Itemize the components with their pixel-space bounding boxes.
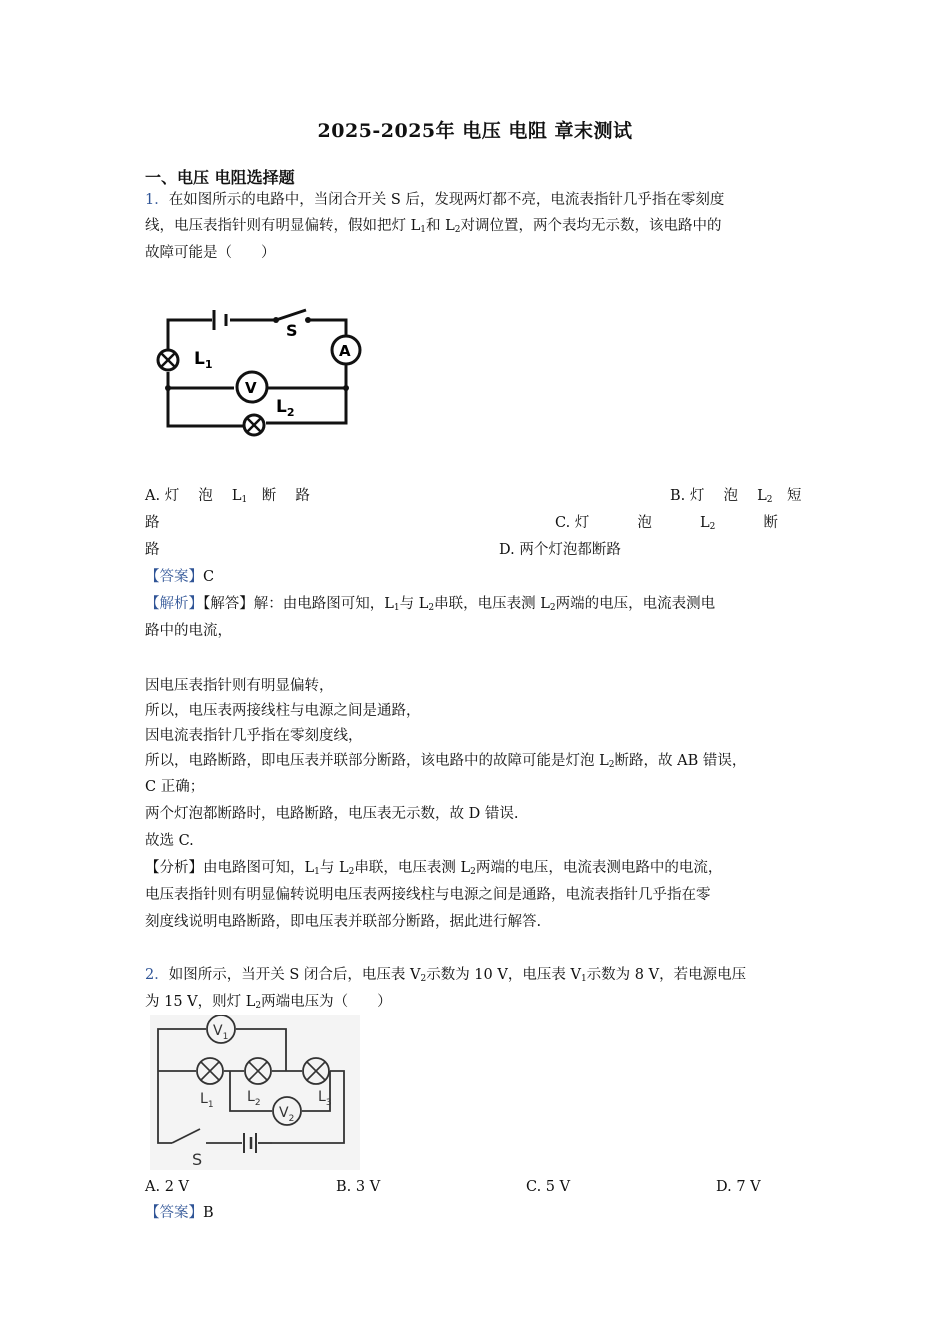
answer-value: B	[203, 1205, 214, 1221]
q1-option-c[interactable]	[555, 513, 778, 537]
lamp-l1-symbol-2	[197, 1058, 223, 1084]
subscript: 2	[420, 974, 427, 984]
switch-label: S	[286, 321, 298, 340]
subscript: 2	[549, 603, 556, 613]
q1-fenxi-line-1	[145, 858, 722, 882]
q1-fenxi-line-3: 刻度线说明电路断路，即电压表并联部分断路，据此进行解答.	[145, 914, 542, 930]
q2-text: 如图所示，当开关 S 闭合后，电压表 V	[168, 967, 421, 983]
circuit-diagram-2	[150, 1015, 360, 1170]
q2-answer	[145, 1203, 214, 1223]
q1-option-b-wrap: 路	[145, 515, 160, 531]
answer-tag: 【答案】	[145, 1205, 203, 1221]
q1-option-d[interactable]: D. 两个灯泡都断路	[499, 542, 621, 558]
q1-answer	[145, 567, 214, 587]
subscript: 2	[255, 1001, 262, 1011]
subscript: 1	[241, 495, 248, 505]
section-heading: 一、电压 电阻选择题	[145, 168, 295, 187]
subscript: 2	[470, 867, 476, 877]
page-title: 2025-2025年 电压 电阻 章末测试	[317, 120, 633, 142]
analysis-text: 所以，电路断路，即电压表并联部分断路，该电路中的故障可能是灯泡 L	[145, 753, 609, 769]
answer-value: C	[203, 569, 215, 585]
q1-analysis-line-9: 故选 C.	[145, 833, 194, 849]
q1-line-3: 故障可能是（ ）	[145, 245, 276, 261]
q1-option-a[interactable]	[145, 486, 310, 510]
v2-label: $V_2$	[279, 1105, 295, 1124]
q2-option-d[interactable]: D. 7 V	[716, 1179, 761, 1195]
q1-analysis-line-5: 因电流表指针几乎指在零刻度线，	[145, 728, 363, 744]
option-text: 短	[772, 488, 802, 504]
option-text: C. 灯 泡 L	[555, 515, 710, 531]
q1-analysis-line-2: 路中的电流，	[145, 623, 232, 639]
subscript: 2	[428, 603, 435, 613]
circuit-diagram-1	[148, 298, 378, 443]
subscript: 1	[393, 603, 400, 613]
lamp-l1-label-2: $L_1$	[200, 1091, 214, 1110]
q1-line-2	[145, 216, 721, 240]
option-text: 断 路	[247, 488, 310, 504]
analysis-text: 串联，电压表测 L	[434, 596, 550, 612]
subscript: 2	[766, 495, 773, 505]
analysis-text: 两端的电压，电流表测电	[555, 596, 716, 612]
q1-fenxi-line-2: 电压表指针则有明显偏转说明电压表两接线柱与电源之间是通路，电流表指针几乎指在零	[145, 887, 711, 903]
q1-option-c-wrap: 路	[145, 542, 160, 558]
subscript: 1	[580, 974, 587, 984]
q1-analysis-line-7: C 正确；	[145, 779, 205, 795]
q1-analysis-line-6	[145, 751, 746, 775]
q2-text: 两端电压为（ ）	[261, 994, 392, 1010]
fenxi-text: 两端的电压，电流表测电路中的电流，	[475, 860, 723, 876]
lamp-l1-label: $L_1$	[194, 349, 213, 371]
lamp-l2-symbol	[244, 415, 264, 435]
lamp-l3-symbol-2	[303, 1058, 329, 1084]
voltmeter-label: V	[245, 379, 257, 397]
subscript: 1	[420, 225, 426, 235]
q1-text: 和 L	[425, 218, 455, 234]
analysis-text: 【解答】解：由电路图可知，L	[203, 596, 394, 612]
analysis-tag: 【解析】	[145, 596, 203, 612]
lamp-l3-label-2: $L_3$	[318, 1089, 332, 1108]
q2-line-2	[145, 992, 392, 1016]
analysis-text: 与 L	[399, 596, 429, 612]
q1-text: 线，电压表指针则有明显偏转，假如把灯 L	[145, 218, 421, 234]
q2-text: 示数为 8 V，若电源电压	[586, 967, 747, 983]
analysis-text: 断路，故 AB 错误，	[614, 753, 747, 769]
lamp-l2-symbol-2	[245, 1058, 271, 1084]
q1-option-b[interactable]	[670, 486, 801, 510]
q1-text: 在如图所示的电路中，当闭合开关 S 后，发现两灯都不亮，电流表指针几乎指在零刻度	[168, 192, 725, 208]
option-text: A. 灯 泡 L	[145, 488, 242, 504]
battery-symbol	[214, 310, 226, 330]
ammeter-label: A	[339, 342, 351, 360]
q2-line-1	[145, 965, 746, 989]
q1-text: 对调位置，两个表均无示数，该电路中的	[460, 218, 722, 234]
q1-analysis-line-1	[145, 594, 715, 618]
subscript: 1	[314, 867, 320, 877]
switch-blade	[276, 310, 306, 320]
answer-tag: 【答案】	[145, 569, 203, 585]
fenxi-text: 【分析】由电路图可知，L	[145, 860, 315, 876]
q2-option-a[interactable]: A. 2 V	[145, 1179, 189, 1195]
q1-analysis-line-8: 两个灯泡都断路时，电路断路，电压表无示数，故 D 错误.	[145, 806, 519, 822]
lamp-l1-symbol	[158, 350, 178, 370]
v1-label: $V_1$	[213, 1023, 229, 1042]
lamp-l2-label-2: $L_2$	[247, 1089, 261, 1108]
q1-number: 1．	[145, 192, 169, 208]
option-text: B. 灯 泡 L	[670, 488, 767, 504]
q1-analysis-line-4: 所以，电压表两接线柱与电源之间是通路，	[145, 703, 421, 719]
lamp-l2-label: $L_2$	[276, 397, 295, 419]
subscript: 2	[709, 522, 716, 532]
subscript: 2	[608, 760, 615, 770]
switch-label-2: S	[192, 1150, 203, 1169]
q1-line-1	[145, 190, 724, 210]
q2-text: 为 15 V，则灯 L	[145, 994, 256, 1010]
subscript: 2	[454, 225, 461, 235]
q2-text: 示数为 10 V，电压表 V	[426, 967, 581, 983]
fenxi-text: 串联，电压表测 L	[354, 860, 471, 876]
q2-option-b[interactable]: B. 3 V	[336, 1179, 381, 1195]
q2-option-c[interactable]: C. 5 V	[526, 1179, 571, 1195]
q1-analysis-line-3: 因电压表指针则有明显偏转，	[145, 678, 334, 694]
option-text: 断	[715, 515, 778, 531]
q2-number: 2．	[145, 967, 169, 983]
fenxi-text: 与 L	[319, 860, 349, 876]
subscript: 2	[348, 867, 355, 877]
